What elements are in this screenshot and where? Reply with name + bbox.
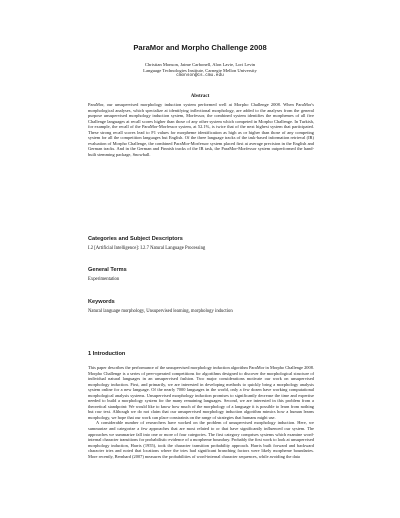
keywords-section: [88, 299, 314, 315]
general-terms-heading: General Terms: [88, 267, 127, 273]
general-terms-section: [88, 267, 314, 283]
categories-heading: Categories and Subject Descriptors: [88, 236, 183, 242]
keywords-text: Natural language morphology, Unsupervised learning, morphology induction: [88, 309, 233, 314]
paper-title: ParaMor and Morpho Challenge 2008: [133, 43, 267, 52]
introduction-body: [88, 365, 314, 459]
author-names: Christian Monson, Jaime Carbonell, Alon Lavie, Lori Levin: [144, 62, 256, 67]
categories-section: [88, 236, 314, 252]
intro-paragraph: This paper describes the performance of the unsupervised morphology induction algorithm ParaMor in Morpho Challenge 2008. Morpho Challenge is a series of peer-operated competitions for algorithms designed to discover the morphological structure of individual natural languages in an unsupervised fashion. Two major considerations motivate our work on unsupervised morphology induction. First, and primarily, we are interested in developing methods to quickly bring a morphology analysis system online for a new language. Of the nearly 7000 languages in the world, only a few dozen have working computational morphological analysis systems. Unsupervised morphology induction promises to significantly decrease the time and expertise needed to build a morphology system for the many remaining languages. Second, we are interested in this problem from a theoretical standpoint: We would like to know how much of the morphology of a language it is possible to learn from nothing but raw text. Although we do not claim that our unsupervised morphology induction algorithm mimics how a human learns morphology, we hope that our work can place constraints on the range of strategies that humans might use.: [88, 365, 314, 420]
categories-text: I.2 [Artificial Intelligence]: I.2.7 Natural Language Processing: [88, 246, 206, 251]
general-terms-text: Experimentation: [88, 277, 120, 282]
author-block: [0, 62, 400, 79]
author-affiliation: Language Technologies Institute, Carnegie Mellon University: [143, 67, 257, 73]
abstract-text: ParaMor, our unsupervised morphology induction system performed well at Morpho Challenge 2008. When ParaMor's morphological analyses, which specialize at identifying inflectional morphology, are added to the analyses from the general purpose unsupervised morphology induction system, Morfessor, the combined system identifies the morphemes of all five Challenge languages at recall scores higher than those of any other system which competed in Morpho Challenge. In Turkish, for example, the recall of the ParaMor-Morfessor system, at 52.1%, is twice that of the next highest system that participated. These strong recall scores lead to F1 values for morpheme identification as high as or higher than those of any competing system for all the competition languages but English. Of the three language tracks of the task-based information retrieval (IR) evaluation of Morpho Challenge, the combined ParaMor-Morfessor system placed first at average precision in the English and German tracks. And in the German and Finnish tracks of the IR task, the ParaMor-Morfessor system outperformed the hand-built stemming package, Snowball.: [88, 102, 314, 157]
abstract-heading: Abstract: [190, 94, 210, 99]
author-email: cmonson@cs.cmu.edu: [176, 73, 224, 79]
keywords-heading: Keywords: [88, 299, 115, 305]
intro-paragraph: A considerable number of researchers have worked on the problem of unsupervised morphology induction. Here, we summarize and categorize a few approaches that are most related to or that have significantly influenced our system. The approaches we summarize fall into one or more of four categories. The first category comprises systems which examine word-internal character transitions for probabilistic evidence of a morpheme boundary. Probably the first work to look at unsupervised morphology induction, Harris (1955), took the character transition probability approach. Harris built forward and backward character tries and noted that locations where the tries had significant branching factors were likely morpheme boundaries. More recently, Bernhard (2007) measures the probabilities of word-internal character sequences, while avoiding the data: [88, 420, 314, 459]
introduction-heading: 1 Introduction: [88, 351, 126, 357]
